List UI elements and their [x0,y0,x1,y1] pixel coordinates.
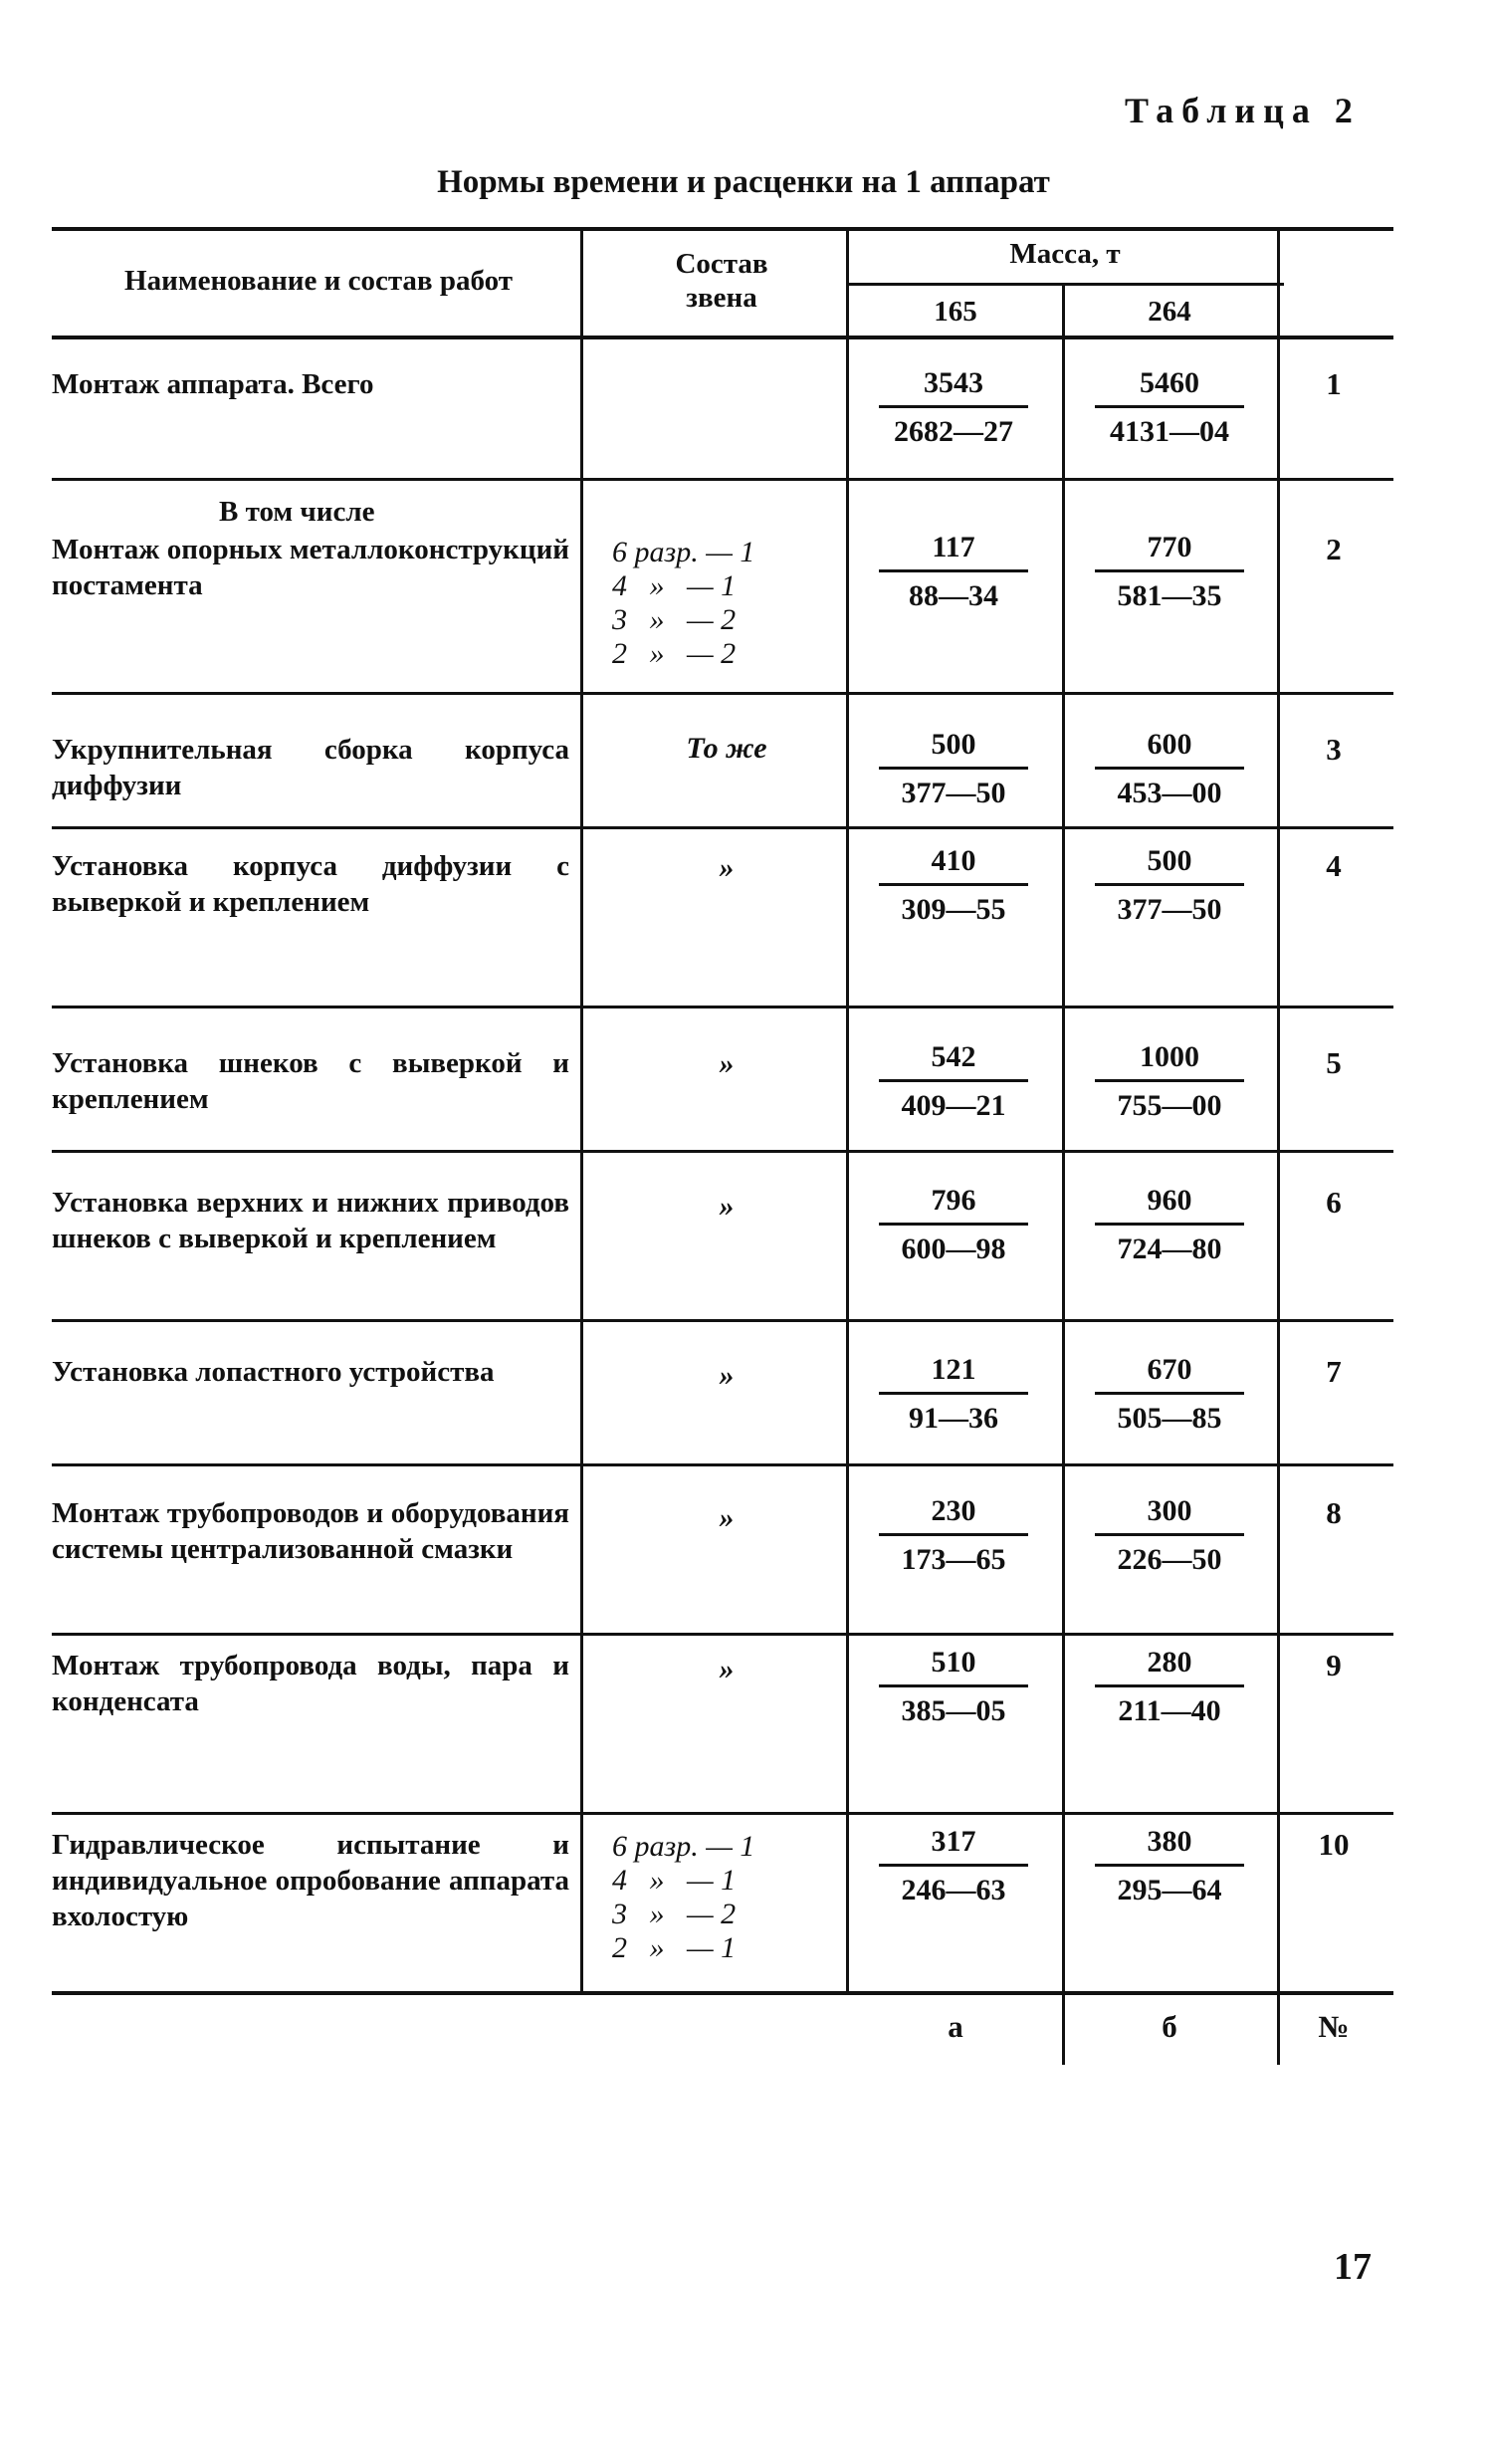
crew-composition: » [719,1359,735,1392]
rate-value: 600—98 [901,1232,1006,1265]
rate-value: 173—65 [901,1543,1006,1576]
row-number: 9 [1326,1648,1342,1682]
crew-composition: 6 разр. — 1 4 » — 1 3 » — 2 2 » — 2 [612,536,755,670]
hours-value: 510 [931,1646,976,1679]
column-divider [1277,227,1280,2065]
hours-value: 410 [931,844,976,877]
row-rule [52,1150,1393,1153]
crew-composition: » [719,1047,735,1080]
work-description: Монтаж трубопровода воды, пара и конденсата [52,1650,569,1717]
crew-composition: То же [686,732,767,765]
row-number: 1 [1326,366,1342,401]
row-rule [52,1812,1393,1815]
work-description: Установка шнеков с выверкой и креплением [52,1047,569,1115]
row-rule [52,478,1393,481]
row-rule [52,826,1393,829]
page-number: 17 [1334,2246,1372,2288]
hours-value: 317 [931,1825,976,1858]
hours-value: 600 [1147,728,1192,761]
crew-composition: » [719,851,735,884]
norm-264 [1095,528,1244,616]
norm-165 [879,725,1028,813]
rate-value: 409—21 [901,1089,1006,1122]
header-bottom-rule [52,336,1393,339]
header-mass-264: 264 [1148,296,1191,328]
row-number: 10 [1318,1827,1350,1862]
work-description: Монтаж опорных металлоконструкций постамента [52,534,569,601]
rate-value: 755—00 [1117,1089,1222,1122]
header-mass-165: 165 [934,296,977,328]
hours-value: 5460 [1140,366,1199,399]
rate-value: 581—35 [1117,579,1222,612]
row-rule [52,1319,1393,1322]
column-divider [580,227,583,1994]
rate-value: 211—40 [1118,1694,1221,1727]
hours-value: 1000 [1140,1040,1199,1073]
table-top-rule [52,227,1393,231]
footer-column-a: а [948,2009,963,2044]
rate-value: 453—00 [1117,777,1222,809]
rate-value: 309—55 [901,893,1006,926]
rate-value: 246—63 [901,1874,1006,1906]
hours-value: 380 [1147,1825,1192,1858]
row-rule [52,692,1393,695]
rate-value: 377—50 [1117,893,1222,926]
norm-264 [1095,1643,1244,1731]
hours-value: 300 [1147,1494,1192,1527]
rate-value: 2682—27 [894,415,1013,448]
norm-165 [879,1350,1028,1439]
hours-value: 500 [1147,844,1192,877]
hours-value: 121 [931,1353,976,1386]
hours-value: 500 [931,728,976,761]
footer-column-no: № [1318,2009,1350,2044]
mass-header-rule [846,283,1284,286]
rate-value: 88—34 [909,579,998,612]
column-divider [846,227,849,1994]
norm-264 [1095,1491,1244,1580]
norm-264 [1095,1350,1244,1439]
row-number: 3 [1326,732,1342,767]
norm-264 [1095,1181,1244,1269]
norm-165 [879,363,1028,452]
work-description: Установка корпуса диффузии с выверкой и креплением [52,850,569,918]
row-number: 7 [1326,1354,1342,1389]
rate-value: 4131—04 [1110,415,1229,448]
crew-composition: » [719,1501,735,1534]
row-number: 2 [1326,532,1342,566]
work-description: Монтаж аппарата. Всего [52,368,374,400]
hours-value: 3543 [924,366,983,399]
norm-264 [1095,725,1244,813]
norm-165 [879,1643,1028,1731]
hours-value: 230 [931,1494,976,1527]
footer-column-b: б [1162,2009,1177,2044]
work-description: Монтаж трубопроводов и оборудования системы централизованной смазки [52,1497,569,1565]
row-rule [52,1633,1393,1636]
norm-165 [879,1491,1028,1580]
norm-165 [879,841,1028,930]
work-prefix: В том числе [219,496,375,528]
row-rule [52,1006,1393,1008]
row-number: 5 [1326,1045,1342,1080]
header-crew: Состав звена [675,248,768,314]
rate-value: 91—36 [909,1402,998,1435]
norm-165 [879,528,1028,616]
crew-composition: 6 разр. — 1 4 » — 1 3 » — 2 2 » — 1 [612,1830,755,1964]
norm-264 [1095,1037,1244,1126]
norm-264 [1095,841,1244,930]
row-number: 8 [1326,1495,1342,1530]
norm-165 [879,1037,1028,1126]
column-divider [1062,283,1065,2065]
hours-value: 796 [931,1184,976,1217]
hours-value: 542 [931,1040,976,1073]
hours-value: 670 [1147,1353,1192,1386]
work-description: Гидравлическое испытание и индивидуальное опробование аппарата вхолостую [52,1829,569,1932]
row-number: 4 [1326,848,1342,883]
rate-value: 226—50 [1117,1543,1222,1576]
norm-264 [1095,363,1244,452]
hours-value: 280 [1147,1646,1192,1679]
rate-value: 385—05 [901,1694,1006,1727]
rate-value: 295—64 [1117,1874,1222,1906]
norm-264 [1095,1822,1244,1910]
rate-value: 505—85 [1117,1402,1222,1435]
work-description: Укрупнительная сборка корпуса диффузии [52,734,569,801]
rate-value: 377—50 [901,777,1006,809]
header-work: Наименование и состав работ [124,265,513,297]
table-label: Таблица 2 [1125,91,1361,130]
crew-composition: » [719,1653,735,1685]
row-rule [52,1463,1393,1466]
table-caption: Нормы времени и расценки на 1 аппарат [437,164,1050,200]
row-number: 6 [1326,1185,1342,1220]
work-description: Установка верхних и нижних приводов шнеков с выверкой и креплением [52,1187,569,1254]
hours-value: 960 [1147,1184,1192,1217]
hours-value: 770 [1147,531,1192,563]
table-bottom-rule [52,1991,1393,1995]
crew-composition: » [719,1190,735,1223]
header-mass: Масса, т [1009,238,1121,270]
rate-value: 724—80 [1117,1232,1222,1265]
norm-165 [879,1181,1028,1269]
hours-value: 117 [932,531,975,563]
norm-165 [879,1822,1028,1910]
work-description: Установка лопастного устройства [52,1356,495,1388]
